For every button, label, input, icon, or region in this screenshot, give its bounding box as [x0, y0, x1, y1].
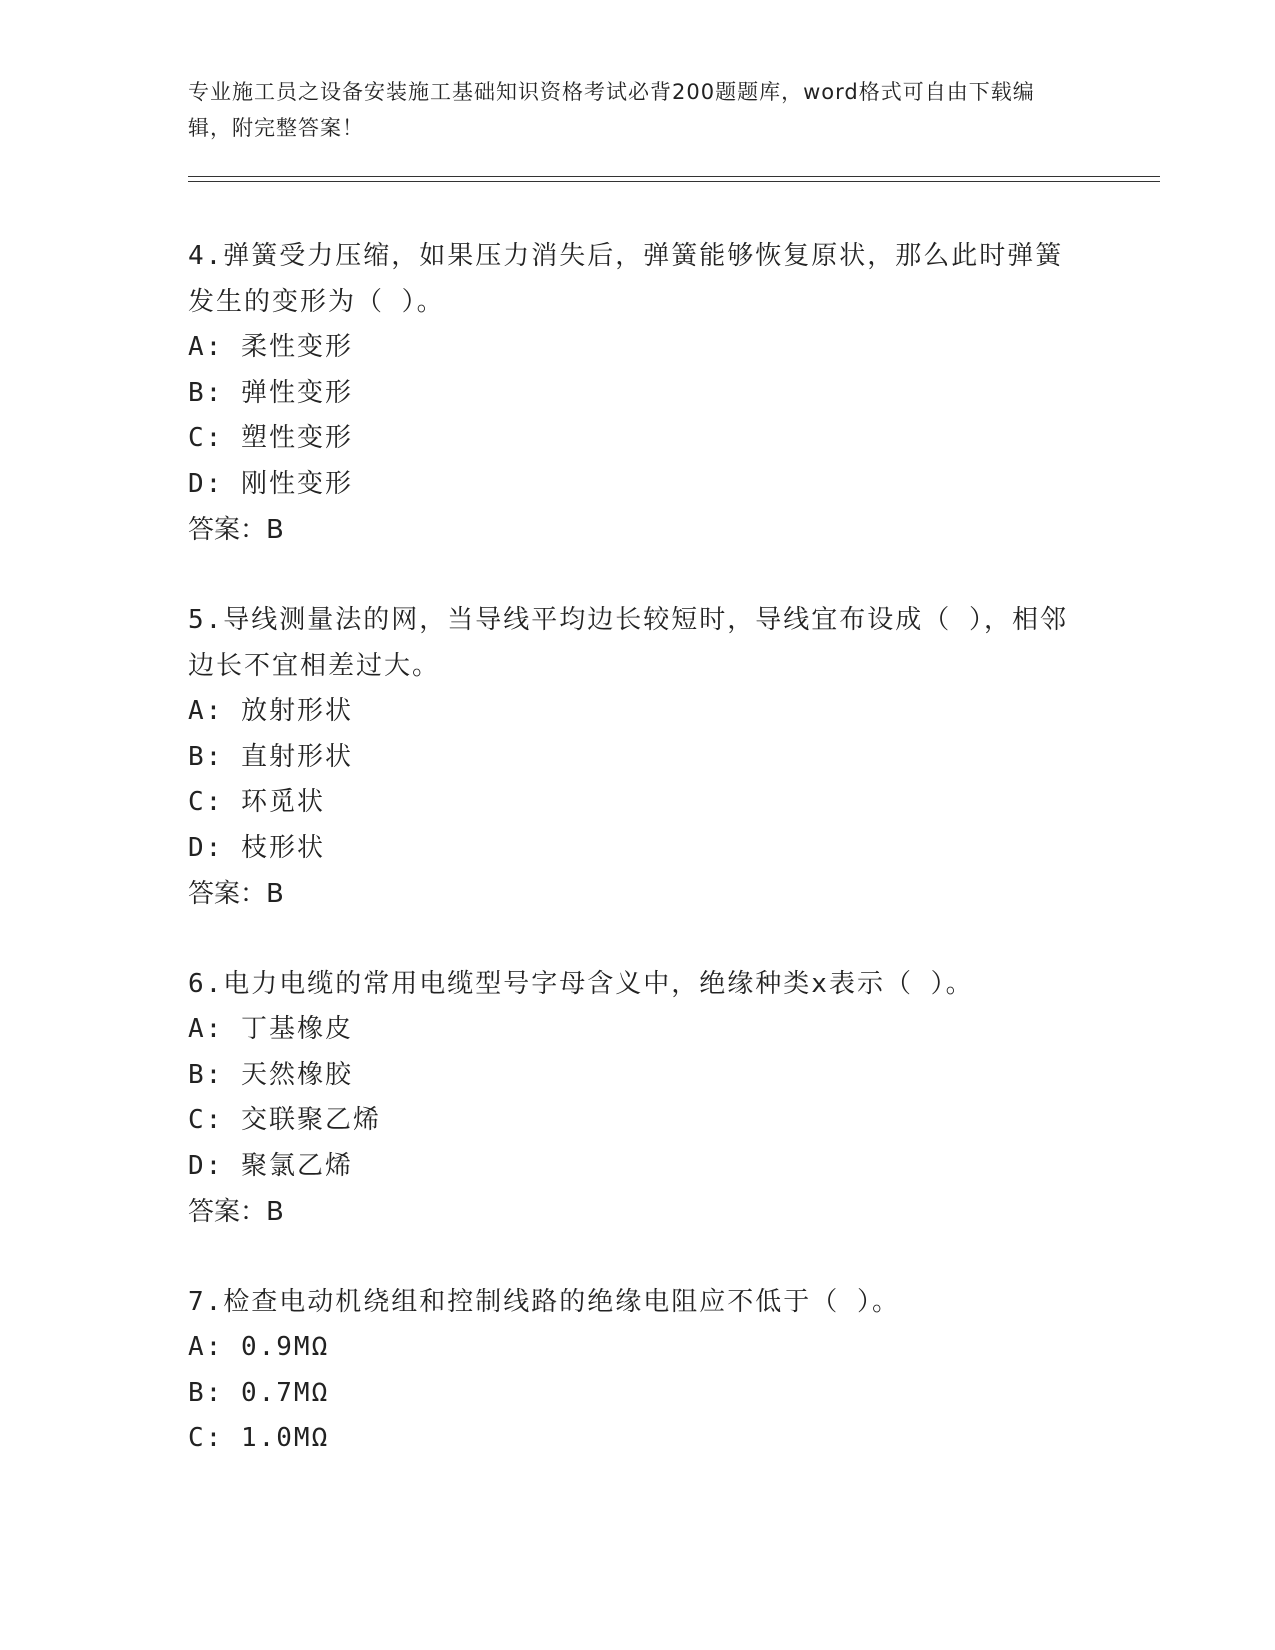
answer-line: 答案：B [188, 515, 284, 545]
option-a: A: 0.9MΩ [188, 1332, 330, 1362]
option-c: C: 交联聚乙烯 [188, 1105, 381, 1135]
option-b: B: 天然橡胶 [188, 1059, 353, 1090]
question-list [188, 233, 1088, 1506]
answer-line: 答案：B [188, 879, 284, 909]
question-stem: 5.导线测量法的网，当导线平均边长较短时，导线宜布设成（ ），相邻边长不宜相差过大。 [188, 605, 1068, 681]
option-a: A: 放射形状 [188, 696, 353, 726]
option-d: D: 枝形状 [188, 832, 325, 863]
question-7 [188, 1279, 1088, 1462]
option-d: D: 刚性变形 [188, 468, 353, 499]
option-c: C: 环觅状 [188, 787, 325, 817]
option-d: D: 聚氯乙烯 [188, 1150, 353, 1181]
option-b: B: 0.7MΩ [188, 1377, 330, 1408]
answer-line: 答案：B [188, 1197, 284, 1227]
question-6 [188, 961, 1088, 1235]
header-divider-bottom [188, 181, 1160, 182]
option-b: B: 直射形状 [188, 741, 353, 772]
option-a: A: 柔性变形 [188, 332, 353, 362]
question-4 [188, 233, 1088, 553]
option-c: C: 塑性变形 [188, 423, 353, 453]
question-stem: 6.电力电缆的常用电缆型号字母含义中，绝缘种类x表示（ ）。 [188, 969, 974, 999]
header-divider-top [188, 176, 1160, 177]
option-b: B: 弹性变形 [188, 377, 353, 408]
document-header: 专业施工员之设备安装施工基础知识资格考试必背200题题库，word格式可自由下载编辑，附完整答案！ [188, 80, 1035, 140]
option-c: C: 1.0MΩ [188, 1423, 330, 1453]
option-a: A: 丁基橡皮 [188, 1014, 353, 1044]
question-stem: 4.弹簧受力压缩，如果压力消失后，弹簧能够恢复原状，那么此时弹簧发生的变形为（ ）。 [188, 241, 1064, 317]
question-5 [188, 597, 1088, 917]
question-stem: 7.检查电动机绕组和控制线路的绝缘电阻应不低于（ ）。 [188, 1287, 900, 1317]
